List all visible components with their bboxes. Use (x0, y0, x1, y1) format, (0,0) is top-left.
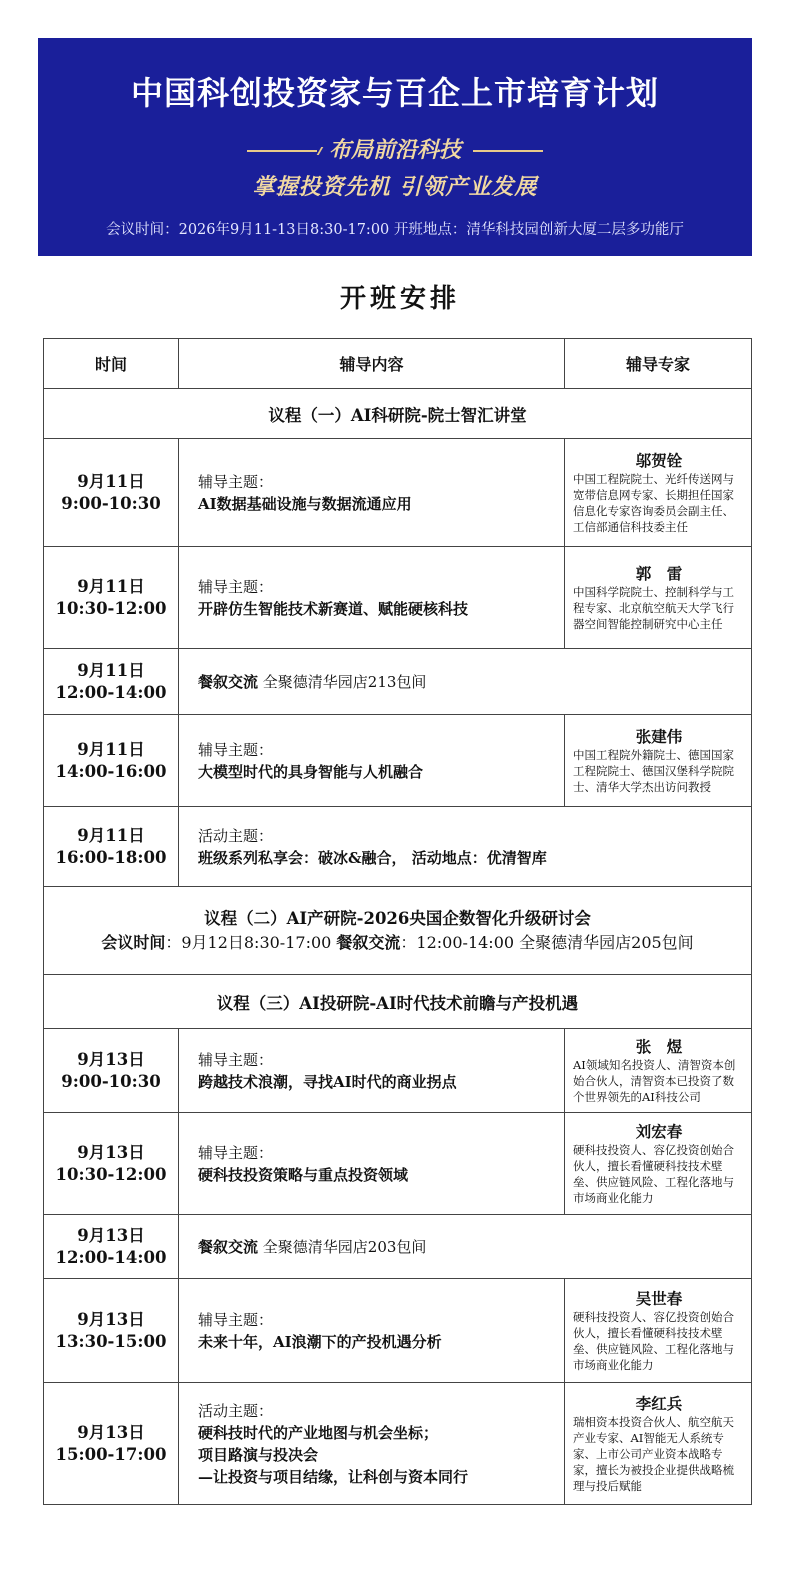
table-row (44, 1113, 752, 1215)
topic-label: 辅导主题： (198, 577, 274, 596)
topic-text: 开辟仿生智能技术新赛道、赋能硬核科技 (198, 599, 469, 618)
agenda-2-meal-label: 餐叙交流 (336, 932, 401, 952)
meal-place: 全聚德清华园店203包间 (262, 1238, 427, 1256)
expert-cell (565, 547, 752, 649)
expert-desc: 硬科技投资人、容亿投资创始合伙人，擅长看懂硬科技技术壁垒、供应链风险、工程化落地与市场商业化能力 (573, 1309, 734, 1372)
content-cell (179, 1113, 565, 1215)
slogan-secondary: 掌握投资先机 引领产业发展 (252, 175, 538, 200)
slogan-primary: 布局前沿科技 (328, 137, 461, 163)
expert-name: 张建伟 (635, 726, 683, 746)
activity-cell (179, 807, 752, 887)
time-text: 15:00-17:00 (55, 1444, 167, 1464)
date-text: 9月11日 (77, 471, 145, 491)
agenda-2-cell (44, 887, 752, 975)
date-text: 9月11日 (77, 739, 145, 759)
header-expert: 辅导专家 (565, 339, 752, 389)
table-row (44, 715, 752, 807)
section-title: 开班安排 (339, 284, 460, 314)
table-row (44, 1279, 752, 1383)
agenda-3-title: 议程（三）AI投研院-AI时代技术前瞻与产投机遇 (44, 975, 752, 1029)
expert-desc: 中国工程院外籍院士、德国国家工程院院士、德国汉堡科学院院士、清华大学杰出访问教授 (573, 747, 734, 794)
schedule-table (43, 338, 752, 1505)
date-text: 9月11日 (77, 825, 145, 845)
expert-desc: 中国科学院院士、控制科学与工程专家、北京航空航天大学飞行器空间智能控制研究中心主任 (573, 584, 734, 631)
date-text: 9月11日 (77, 660, 145, 680)
table-row (44, 439, 752, 547)
table-row (44, 807, 752, 887)
time-cell (44, 807, 179, 887)
time-cell (44, 1383, 179, 1505)
time-cell (44, 1113, 179, 1215)
activity-topic-3: —让投资与项目结缘，让科创与资本同行 (198, 1467, 469, 1486)
expert-cell (565, 1279, 752, 1383)
agenda-2-title: 议程（二）AI产研院-2026央国企数智化升级研讨会 (204, 908, 591, 928)
topic-label: 辅导主题： (198, 472, 274, 491)
expert-name: 刘宏春 (635, 1121, 683, 1141)
expert-desc: 硬科技投资人、容亿投资创始合伙人，擅长看懂硬科技技术壁垒、供应链风险、工程化落地与市场商业化能力 (573, 1142, 734, 1205)
expert-desc: 中国工程院院士、光纤传送网与宽带信息网专家、长期担任国家信息化专家咨询委员会副主任、工信部通信科技委主任 (573, 471, 734, 534)
time-text: 10:30-12:00 (55, 1164, 167, 1184)
time-cell (44, 1279, 179, 1383)
time-text: 9:00-10:30 (61, 1071, 161, 1091)
time-cell (44, 1215, 179, 1279)
date-text: 9月13日 (77, 1309, 145, 1329)
time-text: 10:30-12:00 (55, 598, 167, 618)
content-cell (179, 715, 565, 807)
content-cell (179, 1279, 565, 1383)
expert-cell (565, 439, 752, 547)
topic-label: 辅导主题： (198, 1143, 274, 1162)
date-text: 9月13日 (77, 1142, 145, 1162)
activity-label: 活动主题： (198, 826, 274, 845)
topic-label: 辅导主题： (198, 1050, 274, 1069)
time-text: 14:00-16:00 (55, 761, 167, 781)
activity-topic-2: 项目路演与投决会 (198, 1445, 319, 1464)
time-cell (44, 547, 179, 649)
activity-topic: 班级系列私享会：破冰&融合， 活动地点：优清智库 (198, 848, 547, 867)
time-text: 12:00-14:00 (55, 682, 167, 702)
table-row (44, 1383, 752, 1505)
table-row (44, 1029, 752, 1113)
time-cell (44, 1029, 179, 1113)
banner-title: 中国科创投资家与百企上市培育计划 (130, 74, 659, 112)
activity-topic-1: 硬科技时代的产业地图与机会坐标； (198, 1423, 439, 1442)
topic-label: 辅导主题： (198, 740, 274, 759)
agenda-2-time-value: ：9月12日8:30-17:00 (165, 932, 337, 952)
agenda-row (44, 887, 752, 975)
meal-label: 餐叙交流 (198, 673, 259, 691)
date-text: 9月13日 (77, 1422, 145, 1442)
meeting-info: 会议时间：2026年9月11-13日8:30-17:00 开班地点：清华科技园创新大厦二层多功能厅 (106, 222, 684, 238)
expert-cell (565, 1113, 752, 1215)
header-time: 时间 (44, 339, 179, 389)
expert-name: 郭 雷 (635, 563, 683, 583)
meal-cell (179, 649, 752, 715)
expert-cell (565, 715, 752, 807)
agenda-row (44, 389, 752, 439)
slogan-left-line (247, 144, 317, 152)
content-cell (179, 439, 565, 547)
header-content: 辅导内容 (179, 339, 565, 389)
topic-text: 未来十年，AI浪潮下的产投机遇分析 (198, 1332, 442, 1351)
content-cell (179, 547, 565, 649)
activity-cell (179, 1383, 565, 1505)
agenda-1-title: 议程（一）AI科研院-院士智汇讲堂 (44, 389, 752, 439)
expert-name: 吴世春 (635, 1288, 683, 1308)
time-cell (44, 649, 179, 715)
time-text: 13:30-15:00 (55, 1331, 167, 1351)
topic-text: 大模型时代的具身智能与人机融合 (198, 762, 424, 781)
expert-name: 邬贺铨 (635, 450, 683, 470)
time-text: 16:00-18:00 (55, 847, 167, 867)
expert-cell (565, 1383, 752, 1505)
expert-cell (565, 1029, 752, 1113)
topic-label: 辅导主题： (198, 1310, 274, 1329)
expert-desc: AI领域知名投资人、清智资本创始合伙人，清智资本已投资了数个世界领先的AI科技公司 (573, 1057, 736, 1104)
date-text: 9月13日 (77, 1225, 145, 1245)
agenda-2-info (44, 931, 751, 955)
meal-label: 餐叙交流 (198, 1238, 259, 1256)
expert-name: 张 煜 (635, 1036, 683, 1056)
meal-cell (179, 1215, 752, 1279)
slogan-right-line (473, 144, 543, 152)
table-header-row (44, 339, 752, 389)
table-row (44, 547, 752, 649)
topic-text: 硬科技投资策略与重点投资领域 (198, 1165, 409, 1184)
date-text: 9月13日 (77, 1049, 145, 1069)
meal-place: 全聚德清华园店213包间 (262, 673, 427, 691)
expert-name: 李红兵 (635, 1393, 683, 1413)
slogan-row (38, 133, 752, 163)
time-cell (44, 439, 179, 547)
topic-text: AI数据基础设施与数据流通应用 (198, 494, 412, 513)
agenda-row (44, 975, 752, 1029)
agenda-2-meal-value: ：12:00-14:00 全聚德清华园店205包间 (400, 932, 694, 952)
time-text: 12:00-14:00 (55, 1247, 167, 1267)
agenda-2-time-label: 会议时间 (101, 932, 166, 952)
time-text: 9:00-10:30 (61, 493, 161, 513)
time-cell (44, 715, 179, 807)
table-row (44, 1215, 752, 1279)
topic-text: 跨越技术浪潮，寻找AI时代的商业拐点 (198, 1072, 457, 1091)
date-text: 9月11日 (77, 576, 145, 596)
activity-label: 活动主题： (198, 1401, 274, 1420)
table-row (44, 649, 752, 715)
header-banner (38, 38, 752, 256)
content-cell (179, 1029, 565, 1113)
expert-desc: 瑞相资本投资合伙人、航空航天产业专家、AI智能无人系统专家、上市公司产业资本战略专家，擅长为被投企业提供战略梳理与投后赋能 (573, 1414, 734, 1493)
